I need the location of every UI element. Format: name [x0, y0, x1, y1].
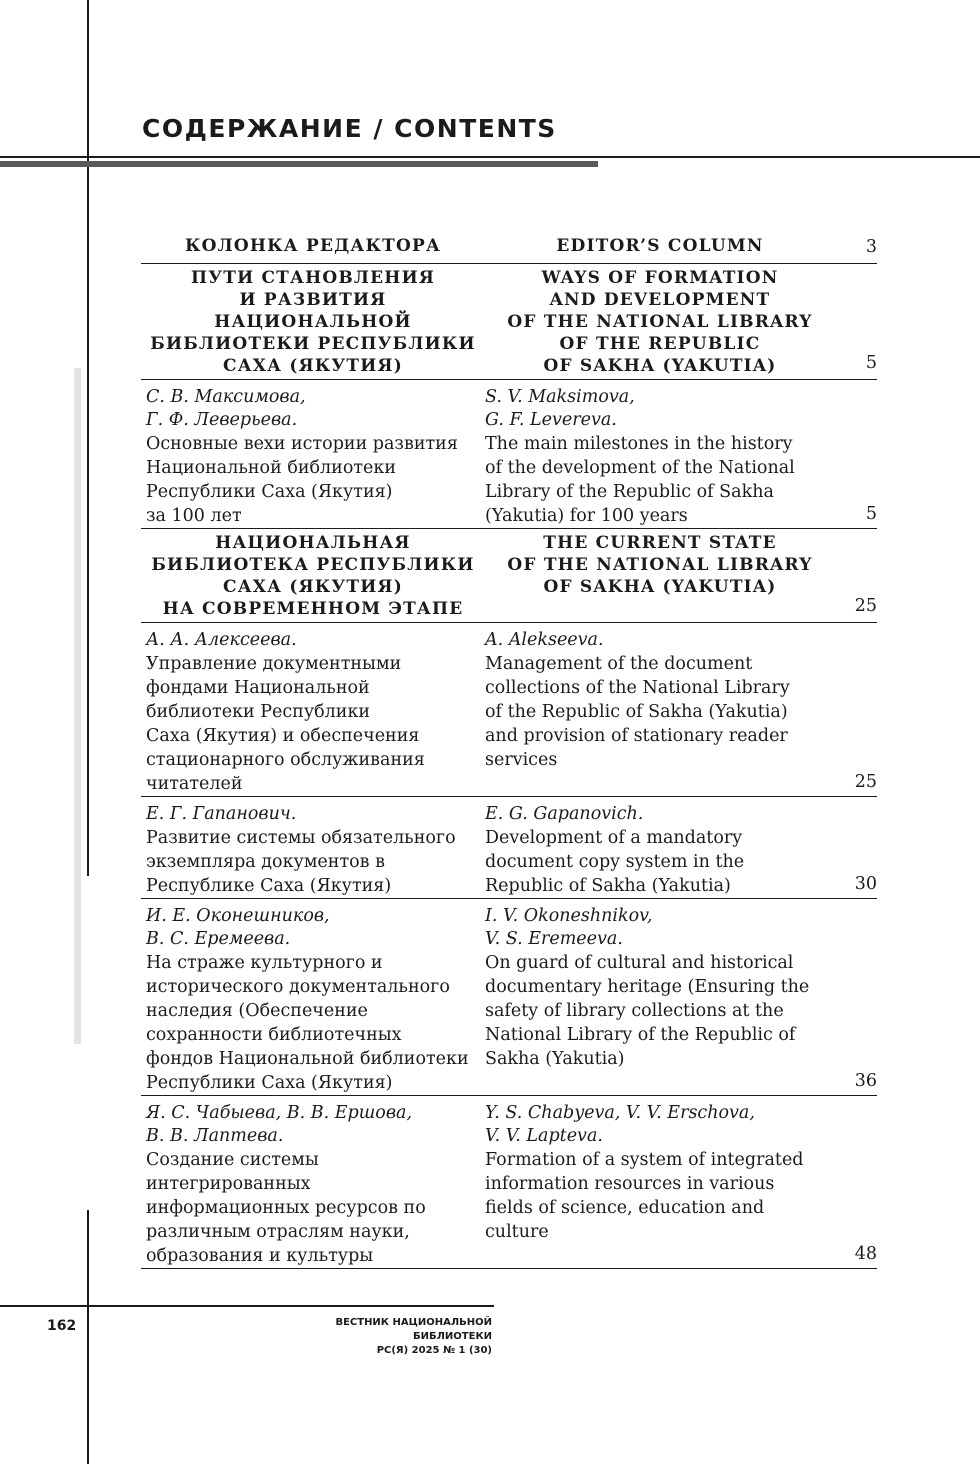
article-title-ru: Развитие системы обязательного экземпляра документов в Республике Саха (Якутия)	[146, 828, 456, 896]
page-ref: 48	[854, 1244, 877, 1264]
article-en	[485, 629, 835, 796]
left-vertical-rule-top	[87, 0, 89, 876]
page-ref-cell	[835, 235, 877, 261]
page-ref: 25	[854, 772, 877, 792]
article-authors-en: A. Alekseeva.	[485, 630, 604, 650]
article-en	[485, 803, 835, 898]
section-row	[141, 232, 877, 264]
page-title: СОДЕРЖАНИЕ / CONTENTS	[142, 114, 557, 143]
section-title-ru: НАЦИОНАЛЬНАЯ БИБЛИОТЕКА РЕСПУБЛИКИ САХА (ЯКУТИЯ) НА СОВРЕМЕННОМ ЭТАПЕ	[151, 533, 475, 619]
article-title-en: The main milestones in the history of the development of the National Library of the Republic of Sakha (Yakutia) for 100 years	[485, 434, 795, 526]
article-ru	[141, 629, 485, 796]
article-row	[141, 380, 877, 529]
article-authors-ru: Я. С. Чабыева, В. В. Ершова, В. В. Лаптева.	[146, 1103, 413, 1146]
article-authors-en: I. V. Okoneshnikov, V. S. Eremeeva.	[485, 906, 653, 949]
article-ru	[141, 905, 485, 1095]
page-ref-cell	[835, 803, 877, 898]
page-number: 162	[47, 1318, 77, 1334]
page-ref: 5	[865, 504, 877, 524]
section-title-en: THE CURRENT STATE OF THE NATIONAL LIBRARY OF SAKHA (YAKUTIA)	[507, 533, 813, 597]
article-title-en: Management of the document collections of the National Library of the Republic of Sakha (Yakutia) and provision of stationary reader services	[485, 654, 790, 770]
page-ref-cell	[835, 905, 877, 1095]
title-rule-thick	[0, 161, 598, 167]
left-vertical-rule-bottom	[87, 1210, 89, 1464]
page-ref-cell	[835, 1102, 877, 1268]
section-row	[141, 529, 877, 623]
article-title-en: Formation of a system of integrated information resources in various fields of science, education and culture	[485, 1150, 804, 1242]
journal-name: ВЕСТНИК НАЦИОНАЛЬНОЙ БИБЛИОТЕКИ РС(Я) 2025 № 1 (30)	[335, 1317, 492, 1356]
section-row	[141, 264, 877, 380]
page-ref-cell	[835, 386, 877, 528]
article-en	[485, 905, 835, 1095]
footer-rule	[0, 1305, 494, 1307]
article-title-en: On guard of cultural and historical documentary heritage (Ensuring the safety of library collections at the National Library of the Republic of Sakha (Yakutia)	[485, 953, 810, 1069]
page-ref: 25	[854, 596, 877, 616]
article-row	[141, 899, 877, 1096]
title-rule-thin	[0, 156, 980, 158]
section-title-en: WAYS OF FORMATION AND DEVELOPMENT OF THE NATIONAL LIBRARY OF THE REPUBLIC OF SAKHA (YAKUTIA)	[507, 268, 813, 376]
article-en	[485, 1102, 835, 1268]
page-ref-cell	[835, 267, 877, 377]
page-ref: 3	[865, 237, 877, 257]
contents-table	[141, 232, 877, 1269]
section-title-en: EDITOR’S COLUMN	[556, 236, 764, 256]
article-ru	[141, 803, 485, 898]
article-title-ru: На страже культурного и исторического документального наследия (Обеспечение сохранности библиотечных фондов Национальной библиотеки Республики Саха (Якутия)	[146, 953, 469, 1093]
article-title-en: Development of a mandatory document copy system in the Republic of Sakha (Yakutia)	[485, 828, 745, 896]
article-title-ru: Управление документными фондами Национальной библиотеки Республики Саха (Якутия) и обеспечения стационарного обслуживания читателей	[146, 654, 425, 794]
page-ref: 36	[854, 1071, 877, 1091]
article-row	[141, 797, 877, 899]
article-title-ru: Основные вехи истории развития Национальной библиотеки Республики Саха (Якутия) за 100 лет	[146, 434, 458, 526]
page-ref: 30	[854, 874, 877, 894]
article-row	[141, 623, 877, 797]
page-ref: 5	[865, 353, 877, 373]
article-authors-en: Y. S. Chabyeva, V. V. Erschova, V. V. Lapteva.	[485, 1103, 755, 1146]
section-title-ru: КОЛОНКА РЕДАКТОРА	[184, 236, 442, 256]
article-title-ru: Создание системы интегрированных информационных ресурсов по различным отраслям науки, образования и культуры	[146, 1150, 426, 1266]
article-en	[485, 386, 835, 528]
article-ru	[141, 1102, 485, 1268]
article-row	[141, 1096, 877, 1269]
section-title-ru: ПУТИ СТАНОВЛЕНИЯ И РАЗВИТИЯ НАЦИОНАЛЬНОЙ БИБЛИОТЕКИ РЕСПУБЛИКИ САХА (ЯКУТИЯ)	[150, 268, 476, 376]
article-authors-ru: И. Е. Оконешников, В. С. Еремеева.	[146, 906, 330, 949]
page-ref-cell	[835, 532, 877, 620]
left-gray-bar	[74, 368, 81, 1044]
article-authors-ru: Е. Г. Гапанович.	[146, 804, 297, 824]
article-authors-en: E. G. Gapanovich.	[485, 804, 644, 824]
article-authors-ru: С. В. Максимова, Г. Ф. Леверьева.	[146, 387, 306, 430]
article-authors-en: S. V. Maksimova, G. F. Levereva.	[485, 387, 635, 430]
page-ref-cell	[835, 629, 877, 796]
article-authors-ru: А. А. Алексеева.	[146, 630, 297, 650]
article-ru	[141, 386, 485, 528]
